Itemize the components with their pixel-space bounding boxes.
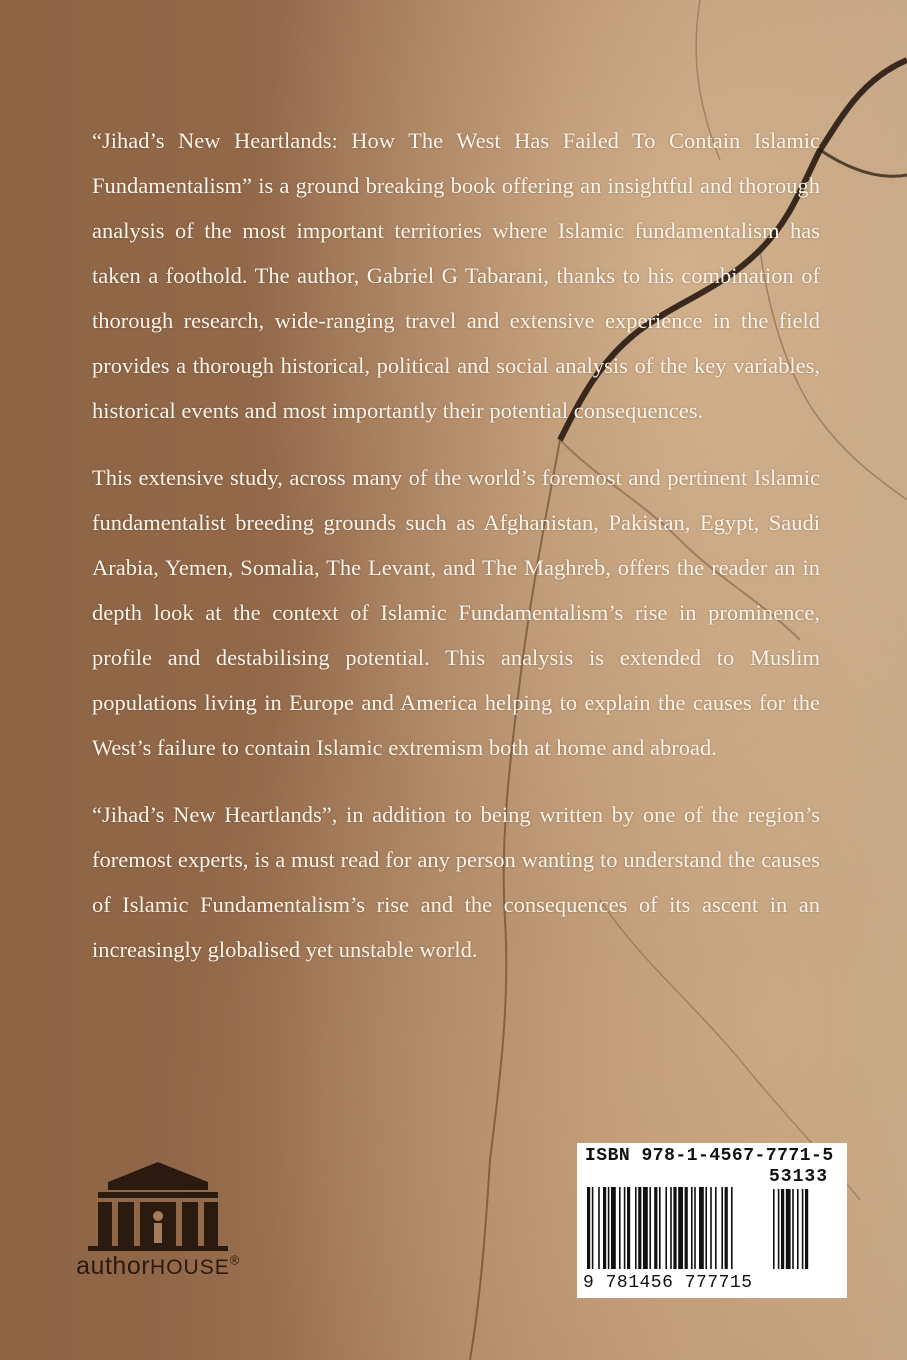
barcode-bar [635,1187,637,1269]
isbn-barcode [577,1143,847,1298]
barcode-bar [665,1187,667,1269]
barcode-bar [587,1187,590,1269]
barcode-bar [643,1187,648,1269]
publisher-logo [58,1160,258,1295]
barcode-bar [673,1187,676,1269]
barcode-bar [802,1189,804,1269]
barcode-bar [627,1187,630,1269]
barcode-bar [691,1187,693,1269]
barcode-bar [619,1187,621,1269]
barcode-bar [773,1189,775,1269]
isbn-number: ISBN 978-1-4567-7771-5 [585,1146,834,1166]
barcode-bar [659,1187,661,1269]
price-code: 53133 [769,1167,829,1187]
barcode-bar [638,1187,641,1269]
barcode-bar [654,1187,657,1269]
blurb-paragraph: “Jihad’s New Heartlands: How The West Has Failed To Contain Islamic Fundamentalism” is a ground breaking book offering an insightful and thorough analysis of the most important territories where Islamic fundamentalism has taken a foothold. The author, Gabriel G Tabarani, thanks to his combination of thorough research, wide-ranging travel and extensive experience in the field provides a thorough historical, political and social analysis of the key variables, historical events and most importantly their potential consequences. [92,128,820,423]
barcode-bar [699,1187,704,1269]
barcode-bar [715,1187,717,1269]
barcode-bar [705,1187,707,1269]
barcode-bar [624,1187,626,1269]
barcode-bar [710,1187,712,1269]
publisher-name [58,1252,258,1281]
publisher-name-lower: author [76,1252,151,1280]
barcode-bar [670,1187,672,1269]
barcode-bar [608,1187,610,1269]
barcode-bar [678,1187,683,1269]
ean-digits: 9 781456 777715 [583,1273,753,1293]
barcode-bar [805,1189,808,1269]
registered-mark: ® [229,1252,240,1268]
blurb-paragraph: This extensive study, across many of the world’s foremost and pertinent Islamic fundamentalist breeding grounds such as Afghanistan, Pakistan, Egypt, Saudi Arabia, Yemen, Somalia, The Levant, and The Maghreb, offers the reader an in depth look at the context of Islamic Fundamentalism’s rise in prominence, profile and destabilising potential. This analysis is extended to Muslim populations living in Europe and America helping to explain the causes for the West’s failure to contain Islamic extremism both at home and abroad. [92,465,820,760]
barcode-bar [685,1187,688,1269]
barcode-bar [611,1187,616,1269]
barcode-bar [731,1187,733,1269]
barcode-bar [797,1189,799,1269]
back-cover-blurb [92,118,820,994]
barcode-bar [721,1187,723,1269]
barcode-bar [792,1189,794,1269]
barcode-bar [592,1187,594,1269]
barcode-bar [725,1187,728,1269]
barcode-bar [781,1189,784,1269]
barcode-bar [598,1187,600,1269]
barcode-bar [694,1187,696,1269]
blurb-paragraph: “Jihad’s New Heartlands”, in addition to being written by one of the region’s foremost experts, is a must read for any person wanting to understand the causes of Islamic Fundamentalism’s rise and the consequences of its ascent in an increasingly globalised yet unstable world. [92,802,820,962]
barcode-bar [778,1189,780,1269]
publisher-name-upper: HOUSE [150,1256,230,1279]
house-logo-icon [58,1160,258,1252]
barcode-bar [649,1187,651,1269]
barcode-bar [603,1187,606,1269]
barcode-bar [786,1189,791,1269]
